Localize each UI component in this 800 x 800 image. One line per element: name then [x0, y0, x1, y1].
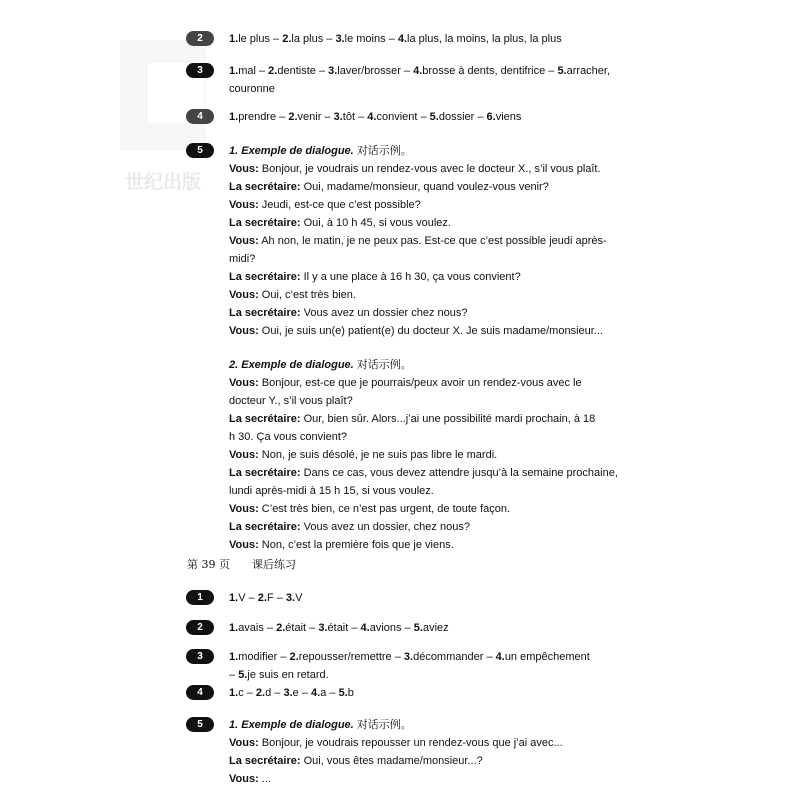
- text-fragment: je suis en retard.: [247, 669, 329, 681]
- item-number: 3.: [285, 592, 296, 604]
- item-number: 4.: [495, 651, 505, 663]
- item-number: 4.: [413, 65, 423, 77]
- text-line: [229, 286, 656, 304]
- text-fragment: h 30. Ça vous convient?: [229, 431, 348, 443]
- text-line: [229, 410, 656, 428]
- text-line: [229, 648, 656, 666]
- item-number: 2.: [276, 622, 286, 634]
- exercise-number-badge: 2: [186, 31, 214, 46]
- text-line: [229, 770, 656, 788]
- text-line: [229, 160, 656, 178]
- text-fragment: mal –: [238, 65, 269, 77]
- dialogue-2-lines: [229, 374, 656, 554]
- text-line: [229, 500, 656, 518]
- speaker-label: La secrétaire:: [229, 413, 301, 425]
- text-fragment: convient –: [376, 111, 430, 123]
- item-number: 1.: [229, 111, 239, 123]
- item-number: 3.: [333, 111, 343, 123]
- watermark-text: 世纪出版: [124, 171, 202, 193]
- text-line: [229, 250, 656, 268]
- text-line: [229, 322, 656, 340]
- exercise-number-badge: 3: [186, 63, 214, 78]
- item-number: 2.: [289, 651, 299, 663]
- exercise-1-bottom: [186, 589, 656, 607]
- speaker-label: Vous:: [229, 737, 259, 749]
- speaker-label: Vous:: [229, 235, 259, 247]
- item-number: 5.: [557, 65, 567, 77]
- exercise-2-top: [186, 30, 656, 48]
- item-number: 3.: [283, 687, 293, 699]
- text-fragment: la plus, la moins, la plus, la plus: [407, 33, 562, 45]
- exercise-number-badge: 1: [186, 590, 214, 605]
- text-fragment: Oui, je suis un(e) patient(e) du docteur X. Je suis madame/monsieur...: [258, 325, 603, 337]
- text-fragment: aviez: [422, 622, 449, 634]
- item-number: 1.: [229, 65, 239, 77]
- exercise-5-bottom: [186, 716, 656, 788]
- exercise-4-bottom: [186, 684, 656, 702]
- text-fragment: midi?: [229, 253, 256, 265]
- text-fragment: Non, je suis désolé, je ne suis pas libre le mardi.: [258, 449, 498, 461]
- item-number: 3.: [328, 65, 338, 77]
- text-fragment: V: [295, 592, 303, 604]
- item-number: 4.: [311, 687, 321, 699]
- text-fragment: brosse à dents, dentifrice –: [422, 65, 558, 77]
- text-fragment: Oui, vous êtes madame/monsieur...?: [300, 755, 483, 767]
- text-line: [229, 734, 656, 752]
- text-line: [229, 268, 656, 286]
- text-line: [229, 108, 656, 126]
- text-fragment: Our, bien sûr. Alors...j’ai une possibilité mardi prochain, à 18: [300, 413, 596, 425]
- text-fragment: était –: [285, 622, 319, 634]
- text-fragment: était –: [327, 622, 361, 634]
- exercise-4-top: [186, 108, 656, 126]
- text-fragment: Il y a une place à 16 h 30, ça vous convient?: [300, 271, 521, 283]
- text-line: [229, 446, 656, 464]
- text-line: [229, 232, 656, 250]
- item-number: 3.: [318, 622, 328, 634]
- answer-text: [229, 619, 656, 637]
- text-line: [229, 214, 656, 232]
- item-number: 5.: [338, 687, 348, 699]
- speaker-label: Vous:: [229, 449, 259, 461]
- text-line: [229, 482, 656, 500]
- section-heading: [187, 556, 296, 572]
- text-line: [229, 178, 656, 196]
- item-number: 5.: [238, 669, 248, 681]
- text-fragment: Dans ce cas, vous devez attendre jusqu’à la semaine prochaine,: [300, 467, 618, 479]
- text-line: [229, 464, 656, 482]
- speaker-label: La secrétaire:: [229, 271, 301, 283]
- item-number: 4.: [360, 622, 370, 634]
- dialogue-lines: [229, 734, 656, 788]
- speaker-label: Vous:: [229, 199, 259, 211]
- item-number: 2.: [257, 592, 267, 604]
- item-number: 5.: [413, 622, 423, 634]
- text-line: [229, 619, 656, 637]
- item-number: 5.: [429, 111, 439, 123]
- answer-text: [229, 648, 656, 684]
- exercise-number-badge: 2: [186, 620, 214, 635]
- text-fragment: prendre –: [238, 111, 289, 123]
- answer-text: [229, 108, 656, 126]
- text-fragment: avais –: [238, 622, 277, 634]
- text-fragment: Vous avez un dossier, chez nous?: [300, 521, 470, 533]
- exercise-number-badge: 5: [186, 143, 214, 158]
- text-fragment: F –: [266, 592, 286, 604]
- text-fragment: c –: [238, 687, 256, 699]
- speaker-label: Vous:: [229, 325, 259, 337]
- speaker-label: Vous:: [229, 289, 259, 301]
- text-line: [229, 536, 656, 554]
- text-fragment: Ah non, le matin, je ne peux pas. Est-ce que c’est possible jeudi après-: [258, 235, 607, 247]
- item-number: 4.: [367, 111, 377, 123]
- text-fragment: Oui, à 10 h 45, si vous voulez.: [300, 217, 451, 229]
- speaker-label: La secrétaire:: [229, 307, 301, 319]
- text-fragment: couronne: [229, 83, 275, 95]
- item-number: 2.: [288, 111, 298, 123]
- text-fragment: laver/brosser –: [337, 65, 414, 77]
- speaker-label: Vous:: [229, 163, 259, 175]
- text-fragment: avions –: [369, 622, 414, 634]
- text-line: [229, 30, 656, 48]
- text-line: [229, 666, 656, 684]
- text-fragment: b: [347, 687, 354, 699]
- text-line: [229, 196, 656, 214]
- text-fragment: dentiste –: [277, 65, 329, 77]
- section-title-text: 课后练习: [252, 558, 296, 571]
- text-line: [229, 752, 656, 770]
- text-fragment: Bonjour, je voudrais un rendez-vous avec le docteur X., s’il vous plaît.: [258, 163, 601, 175]
- exercise-number-badge: 4: [186, 109, 214, 124]
- exercise-5-top: [186, 142, 656, 554]
- text-fragment: ...: [258, 773, 271, 785]
- speaker-label: Vous:: [229, 377, 259, 389]
- item-number: 1.: [229, 687, 239, 699]
- text-line: [229, 374, 656, 392]
- item-number: 1.: [229, 33, 239, 45]
- text-fragment: viens: [495, 111, 522, 123]
- dialogue-heading: 2. Exemple de dialogue. 对话示例。: [229, 358, 412, 371]
- text-fragment: –: [229, 669, 239, 681]
- text-fragment: Bonjour, est-ce que je pourrais/peux avoir un rendez-vous avec le: [258, 377, 582, 389]
- text-fragment: la plus –: [291, 33, 336, 45]
- text-line: [229, 684, 656, 702]
- text-line: [229, 62, 656, 80]
- speaker-label: Vous:: [229, 773, 259, 785]
- text-fragment: tôt –: [342, 111, 368, 123]
- dialogue-heading: 1. Exemple de dialogue. 对话示例。: [229, 144, 412, 157]
- text-fragment: dossier –: [438, 111, 487, 123]
- item-number: 2.: [268, 65, 278, 77]
- item-number: 2.: [282, 33, 292, 45]
- text-fragment: modifier –: [238, 651, 290, 663]
- answer-text: [229, 589, 656, 607]
- text-fragment: un empêchement: [504, 651, 590, 663]
- speaker-label: La secrétaire:: [229, 181, 301, 193]
- speaker-label: La secrétaire:: [229, 521, 301, 533]
- item-number: 2.: [255, 687, 266, 699]
- text-fragment: Jeudi, est-ce que c’est possible?: [258, 199, 421, 211]
- text-line: [229, 80, 656, 98]
- answer-text: [229, 30, 656, 48]
- text-line: [229, 589, 656, 607]
- text-fragment: le plus –: [238, 33, 283, 45]
- text-fragment: Oui, c’est très bien.: [258, 289, 356, 301]
- exercise-2-bottom: [186, 619, 656, 637]
- exercise-number-badge: 4: [186, 685, 214, 700]
- text-line: [229, 518, 656, 536]
- exercise-3-bottom: [186, 648, 656, 684]
- page-number: 第 39 页: [187, 558, 230, 571]
- dialogue-heading: 1. Exemple de dialogue. 对话示例。: [229, 718, 412, 731]
- text-fragment: lundi après-midi à 15 h 15, si vous voulez.: [229, 485, 434, 497]
- text-fragment: le moins –: [344, 33, 398, 45]
- answer-text: [229, 62, 656, 98]
- text-fragment: Vous avez un dossier chez nous?: [300, 307, 468, 319]
- dialogue-1-lines: [229, 160, 656, 340]
- text-fragment: Bonjour, je voudrais repousser un rendez-vous que j’ai avec...: [258, 737, 563, 749]
- text-fragment: V –: [238, 592, 258, 604]
- text-fragment: a –: [320, 687, 339, 699]
- speaker-label: La secrétaire:: [229, 217, 301, 229]
- text-fragment: C’est très bien, ce n’est pas urgent, de toute façon.: [258, 503, 511, 515]
- text-fragment: e –: [292, 687, 312, 699]
- answer-text: [229, 684, 656, 702]
- text-fragment: Oui, madame/monsieur, quand voulez-vous venir?: [300, 181, 549, 193]
- speaker-label: Vous:: [229, 503, 259, 515]
- item-number: 1.: [229, 592, 239, 604]
- text-fragment: Non, c’est la première fois que je viens.: [258, 539, 454, 551]
- exercise-number-badge: 3: [186, 649, 214, 664]
- text-fragment: venir –: [297, 111, 334, 123]
- speaker-label: La secrétaire:: [229, 755, 301, 767]
- speaker-label: La secrétaire:: [229, 467, 301, 479]
- text-line: [229, 392, 656, 410]
- text-fragment: d –: [265, 687, 284, 699]
- item-number: 1.: [229, 651, 239, 663]
- exercise-number-badge: 5: [186, 717, 214, 732]
- text-line: [229, 428, 656, 446]
- text-fragment: arracher,: [566, 65, 611, 77]
- item-number: 1.: [229, 622, 239, 634]
- text-fragment: docteur Y., s’il vous plaît?: [229, 395, 353, 407]
- item-number: 3.: [403, 651, 414, 663]
- item-number: 4.: [397, 33, 408, 45]
- item-number: 3.: [335, 33, 345, 45]
- exercise-3-top: [186, 62, 656, 98]
- text-fragment: repousser/remettre –: [298, 651, 404, 663]
- item-number: 6.: [486, 111, 496, 123]
- text-fragment: décommander –: [413, 651, 496, 663]
- speaker-label: Vous:: [229, 539, 259, 551]
- text-line: [229, 304, 656, 322]
